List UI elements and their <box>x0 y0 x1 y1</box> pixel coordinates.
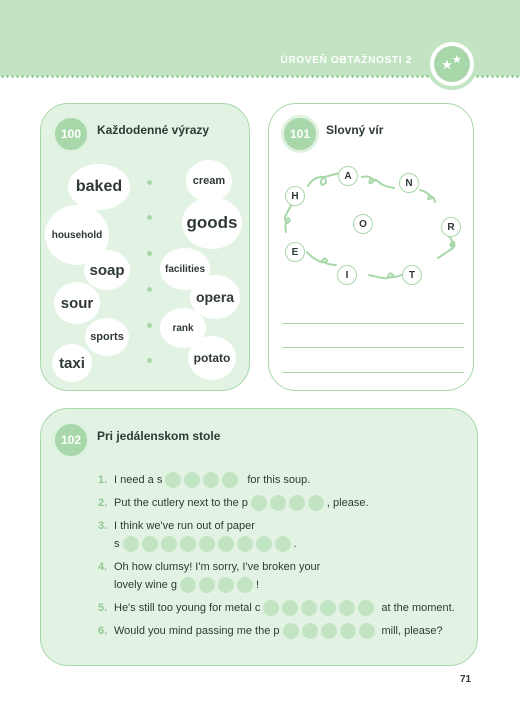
page-number: 71 <box>460 674 472 685</box>
difficulty-badge <box>426 38 478 90</box>
sentence-4-line-2: lovely wine g ! <box>114 579 260 591</box>
exercise-number-badge: 101 <box>281 115 319 153</box>
word-bubble: potato <box>188 336 236 380</box>
letter-circle: A <box>338 166 358 186</box>
separator-dot <box>147 251 152 256</box>
exercise-number-badge: 102 <box>52 421 90 459</box>
letter-circle: T <box>402 265 422 285</box>
separator-dot <box>147 358 152 363</box>
word-bubble: facilities <box>160 248 210 290</box>
letter-blanks[interactable] <box>180 577 253 593</box>
word-bubble: sports <box>85 318 129 356</box>
word-bubble: opera <box>190 275 240 319</box>
letter-circle: E <box>285 242 305 262</box>
exercise-number-badge: 100 <box>52 115 90 153</box>
separator-dot <box>147 180 152 185</box>
exercise-title: Slovný vír <box>326 123 384 137</box>
letter-circle: O <box>353 214 373 234</box>
word-bubble: cream <box>186 160 232 202</box>
letter-circle: I <box>337 265 357 285</box>
letter-blanks[interactable] <box>251 495 324 511</box>
difficulty-level-label: ÚROVEŇ OBTAŽNOSTI 2 <box>280 55 412 66</box>
letter-blanks[interactable] <box>123 536 291 552</box>
sentence-3-line-2: s . <box>114 538 297 550</box>
word-bubble: soap <box>84 250 130 290</box>
word-bubble: sour <box>54 282 100 324</box>
answer-line <box>282 323 464 324</box>
letter-blanks[interactable] <box>165 472 238 488</box>
word-bubble: taxi <box>52 344 92 382</box>
word-bubble: goods <box>182 197 242 249</box>
word-bubble: rank <box>160 308 206 348</box>
sentence-3: 3. I think we've run out of paper <box>98 520 255 532</box>
sentence-4: 4. Oh how clumsy! I'm sorry, I've broken your <box>98 561 321 573</box>
answer-line <box>282 347 464 348</box>
word-bubble: baked <box>68 164 130 210</box>
letter-blanks[interactable] <box>263 600 374 616</box>
stars-icon: ★ ★ <box>434 46 470 82</box>
sentence-2: 2. Put the cutlery next to the p , please. <box>98 497 369 509</box>
word-bubble: household <box>45 205 109 265</box>
separator-dot <box>147 323 152 328</box>
separator-dot <box>147 215 152 220</box>
answer-line <box>282 372 464 373</box>
letter-circle: R <box>441 217 461 237</box>
sentence-6: 6. Would you mind passing me the p mill, please? <box>98 625 443 637</box>
sentence-5: 5. He's still too young for metal c at the moment. <box>98 602 455 614</box>
letter-circle: H <box>285 186 305 206</box>
letter-circle: N <box>399 173 419 193</box>
letter-blanks[interactable] <box>283 623 375 639</box>
exercise-title: Pri jedálenskom stole <box>97 429 221 443</box>
exercise-title: Každodenné výrazy <box>97 123 210 137</box>
separator-dot <box>147 287 152 292</box>
sentence-1: 1. I need a s for this soup. <box>98 474 311 486</box>
